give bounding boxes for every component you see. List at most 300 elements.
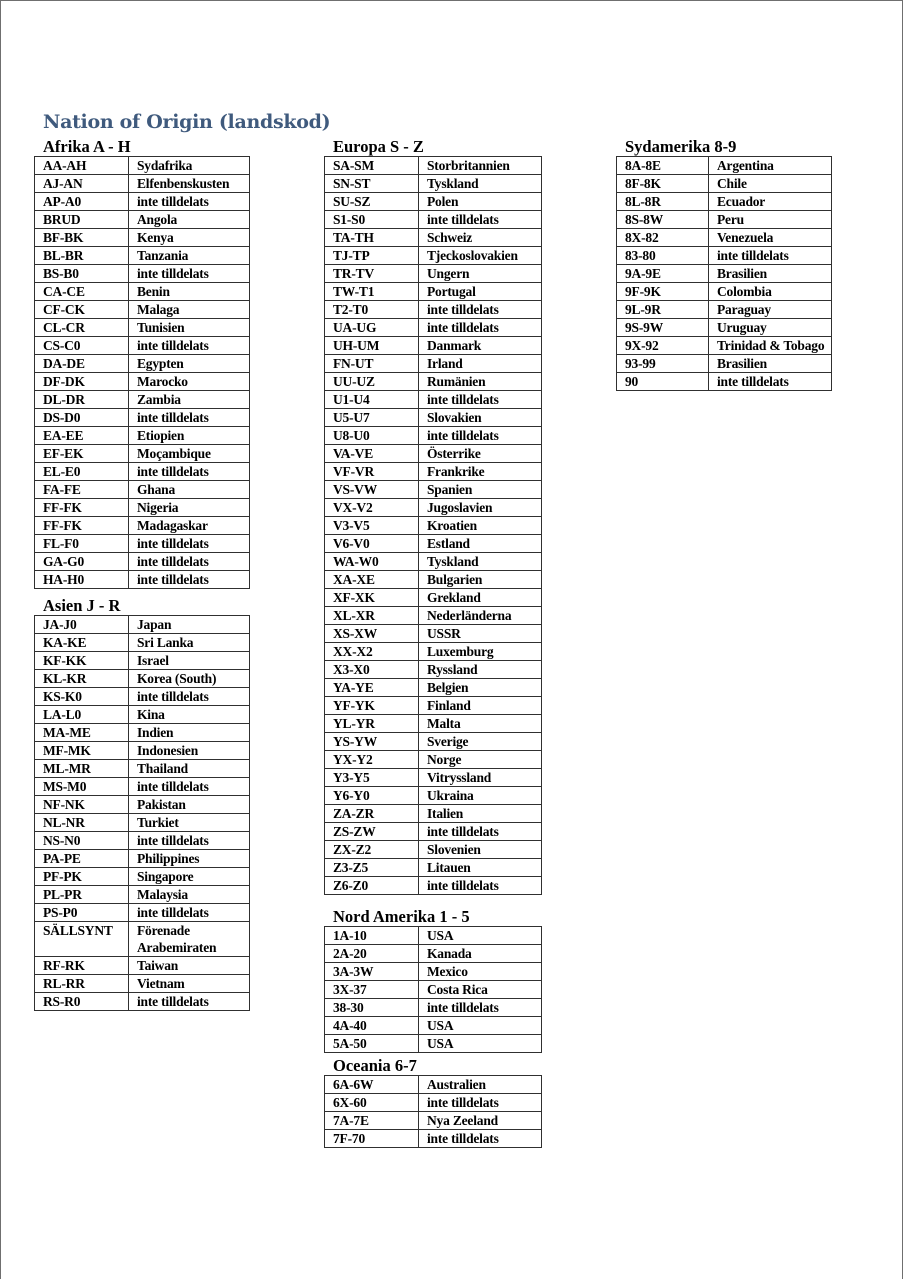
country-cell: Grekland xyxy=(419,589,542,607)
country-cell: inte tilldelats xyxy=(419,1094,542,1112)
code-cell: TW-T1 xyxy=(325,283,419,301)
code-cell: 7F-70 xyxy=(325,1130,419,1148)
country-cell: Kenya xyxy=(129,229,250,247)
country-cell: USA xyxy=(419,927,542,945)
code-table xyxy=(34,615,250,1011)
table-row xyxy=(35,157,250,175)
code-cell: NS-N0 xyxy=(35,832,129,850)
code-cell: 4A-40 xyxy=(325,1017,419,1035)
section-afrika xyxy=(34,137,250,589)
country-cell: Philippines xyxy=(129,850,250,868)
code-cell: 9L-9R xyxy=(617,301,709,319)
table-row xyxy=(325,1130,542,1148)
table-row xyxy=(35,850,250,868)
code-cell: KF-KK xyxy=(35,652,129,670)
country-cell: inte tilldelats xyxy=(419,301,542,319)
table-row xyxy=(325,859,542,877)
table-row xyxy=(325,355,542,373)
code-cell: T2-T0 xyxy=(325,301,419,319)
code-cell: XL-XR xyxy=(325,607,419,625)
country-cell: inte tilldelats xyxy=(419,211,542,229)
code-cell: U5-U7 xyxy=(325,409,419,427)
country-cell: Indonesien xyxy=(129,742,250,760)
code-cell: FF-FK xyxy=(35,517,129,535)
country-cell: inte tilldelats xyxy=(709,373,832,391)
table-row xyxy=(35,355,250,373)
table-row xyxy=(35,175,250,193)
code-cell: RF-RK xyxy=(35,957,129,975)
table-row xyxy=(35,993,250,1011)
country-cell: Bulgarien xyxy=(419,571,542,589)
code-cell: DF-DK xyxy=(35,373,129,391)
table-row xyxy=(617,157,832,175)
table-row xyxy=(325,643,542,661)
code-cell: 6A-6W xyxy=(325,1076,419,1094)
code-cell: DS-D0 xyxy=(35,409,129,427)
code-cell: S1-S0 xyxy=(325,211,419,229)
code-cell: VX-V2 xyxy=(325,499,419,517)
table-row xyxy=(35,706,250,724)
country-cell: Sverige xyxy=(419,733,542,751)
code-cell: PS-P0 xyxy=(35,904,129,922)
country-cell: Storbritannien xyxy=(419,157,542,175)
code-cell: RS-R0 xyxy=(35,993,129,1011)
code-cell: VA-VE xyxy=(325,445,419,463)
country-cell: inte tilldelats xyxy=(419,1130,542,1148)
table-row xyxy=(325,1035,542,1053)
table-row xyxy=(35,742,250,760)
code-cell: PA-PE xyxy=(35,850,129,868)
code-cell: BS-B0 xyxy=(35,265,129,283)
country-cell: inte tilldelats xyxy=(129,193,250,211)
code-cell: NF-NK xyxy=(35,796,129,814)
code-cell: 2A-20 xyxy=(325,945,419,963)
table-row xyxy=(35,688,250,706)
country-cell: Nya Zeeland xyxy=(419,1112,542,1130)
section-heading: Nord Amerika 1 - 5 xyxy=(333,907,470,926)
table-row xyxy=(617,193,832,211)
code-cell: 6X-60 xyxy=(325,1094,419,1112)
code-cell: EF-EK xyxy=(35,445,129,463)
table-row xyxy=(325,823,542,841)
table-row xyxy=(617,211,832,229)
country-cell: Vitryssland xyxy=(419,769,542,787)
table-row xyxy=(325,733,542,751)
table-row xyxy=(325,265,542,283)
country-cell: Jugoslavien xyxy=(419,499,542,517)
code-cell: PL-PR xyxy=(35,886,129,904)
table-row xyxy=(35,193,250,211)
section-heading: Asien J - R xyxy=(43,596,121,615)
code-table-body xyxy=(325,1076,542,1148)
code-cell: NL-NR xyxy=(35,814,129,832)
country-cell: inte tilldelats xyxy=(129,688,250,706)
country-cell: Kroatien xyxy=(419,517,542,535)
table-row xyxy=(325,927,542,945)
country-cell: Brasilien xyxy=(709,265,832,283)
table-row xyxy=(35,337,250,355)
table-row xyxy=(325,589,542,607)
code-cell: BL-BR xyxy=(35,247,129,265)
table-row xyxy=(325,1076,542,1094)
country-cell: Malaga xyxy=(129,301,250,319)
code-cell: DA-DE xyxy=(35,355,129,373)
table-row xyxy=(325,247,542,265)
country-cell: Angola xyxy=(129,211,250,229)
country-cell: Nigeria xyxy=(129,499,250,517)
table-row xyxy=(325,625,542,643)
table-row xyxy=(35,814,250,832)
country-cell: Tanzania xyxy=(129,247,250,265)
code-cell: FN-UT xyxy=(325,355,419,373)
code-cell: VF-VR xyxy=(325,463,419,481)
table-row xyxy=(35,796,250,814)
table-row xyxy=(325,373,542,391)
code-cell: PF-PK xyxy=(35,868,129,886)
table-row xyxy=(617,229,832,247)
table-row xyxy=(35,301,250,319)
code-cell: WA-W0 xyxy=(325,553,419,571)
code-cell: YS-YW xyxy=(325,733,419,751)
country-cell: inte tilldelats xyxy=(709,247,832,265)
code-cell: CL-CR xyxy=(35,319,129,337)
code-cell: TA-TH xyxy=(325,229,419,247)
code-cell: SÄLLSYNT xyxy=(35,922,129,957)
country-cell: inte tilldelats xyxy=(129,265,250,283)
section-oceania xyxy=(324,1056,542,1148)
table-row xyxy=(325,427,542,445)
country-cell: Luxemburg xyxy=(419,643,542,661)
country-cell: Sri Lanka xyxy=(129,634,250,652)
country-cell: Kina xyxy=(129,706,250,724)
section-heading: Afrika A - H xyxy=(43,137,131,156)
table-row xyxy=(325,445,542,463)
table-row xyxy=(35,634,250,652)
code-cell: UH-UM xyxy=(325,337,419,355)
country-cell: Litauen xyxy=(419,859,542,877)
code-table xyxy=(324,156,542,895)
country-cell: Spanien xyxy=(419,481,542,499)
country-cell: Pakistan xyxy=(129,796,250,814)
country-cell: inte tilldelats xyxy=(419,427,542,445)
country-cell: Portugal xyxy=(419,283,542,301)
table-row xyxy=(617,265,832,283)
country-cell: Madagaskar xyxy=(129,517,250,535)
country-cell: inte tilldelats xyxy=(129,778,250,796)
section-heading: Europa S - Z xyxy=(333,137,424,156)
country-cell: Israel xyxy=(129,652,250,670)
code-cell: JA-J0 xyxy=(35,616,129,634)
table-row xyxy=(35,229,250,247)
code-cell: 7A-7E xyxy=(325,1112,419,1130)
code-cell: Z6-Z0 xyxy=(325,877,419,895)
country-cell: Mexico xyxy=(419,963,542,981)
country-cell: Förenade Arabemiraten xyxy=(129,922,250,957)
code-table-body xyxy=(35,616,250,1011)
country-cell: inte tilldelats xyxy=(129,993,250,1011)
code-cell: 8A-8E xyxy=(617,157,709,175)
country-cell: Ghana xyxy=(129,481,250,499)
code-cell: YX-Y2 xyxy=(325,751,419,769)
code-cell: FL-F0 xyxy=(35,535,129,553)
table-row xyxy=(325,697,542,715)
section-asien xyxy=(34,596,250,1011)
table-row xyxy=(325,607,542,625)
country-cell: Uruguay xyxy=(709,319,832,337)
section-sydamerika xyxy=(616,137,832,391)
country-cell: Argentina xyxy=(709,157,832,175)
code-cell: SA-SM xyxy=(325,157,419,175)
code-cell: KS-K0 xyxy=(35,688,129,706)
table-row xyxy=(325,319,542,337)
code-cell: 8S-8W xyxy=(617,211,709,229)
table-row xyxy=(325,211,542,229)
country-cell: Estland xyxy=(419,535,542,553)
code-cell: CF-CK xyxy=(35,301,129,319)
code-cell: SN-ST xyxy=(325,175,419,193)
country-cell: Moçambique xyxy=(129,445,250,463)
code-cell: SU-SZ xyxy=(325,193,419,211)
country-cell: inte tilldelats xyxy=(419,999,542,1017)
table-row xyxy=(35,409,250,427)
country-cell: Venezuela xyxy=(709,229,832,247)
country-cell: Chile xyxy=(709,175,832,193)
code-cell: VS-VW xyxy=(325,481,419,499)
code-cell: GA-G0 xyxy=(35,553,129,571)
table-row xyxy=(35,499,250,517)
country-cell: inte tilldelats xyxy=(129,409,250,427)
table-row xyxy=(325,805,542,823)
code-cell: 9S-9W xyxy=(617,319,709,337)
country-cell: Slovenien xyxy=(419,841,542,859)
country-cell: Slovakien xyxy=(419,409,542,427)
code-cell: ZS-ZW xyxy=(325,823,419,841)
table-row xyxy=(35,724,250,742)
country-cell: Colombia xyxy=(709,283,832,301)
code-cell: FF-FK xyxy=(35,499,129,517)
country-cell: Österrike xyxy=(419,445,542,463)
country-cell: Marocko xyxy=(129,373,250,391)
country-cell: inte tilldelats xyxy=(129,463,250,481)
table-row xyxy=(325,301,542,319)
code-cell: ZX-Z2 xyxy=(325,841,419,859)
table-row xyxy=(325,679,542,697)
country-cell: Nederländerna xyxy=(419,607,542,625)
code-table xyxy=(324,926,542,1053)
table-row xyxy=(35,265,250,283)
table-row xyxy=(35,670,250,688)
code-table-body xyxy=(325,927,542,1053)
table-row xyxy=(35,535,250,553)
code-cell: AJ-AN xyxy=(35,175,129,193)
code-cell: 83-80 xyxy=(617,247,709,265)
country-cell: USA xyxy=(419,1035,542,1053)
country-cell: Italien xyxy=(419,805,542,823)
table-row xyxy=(325,337,542,355)
country-cell: Zambia xyxy=(129,391,250,409)
table-row xyxy=(617,175,832,193)
code-cell: Y3-Y5 xyxy=(325,769,419,787)
country-cell: Japan xyxy=(129,616,250,634)
country-cell: Elfenbenskusten xyxy=(129,175,250,193)
code-cell: X3-X0 xyxy=(325,661,419,679)
table-row xyxy=(35,247,250,265)
code-table-body xyxy=(325,157,542,895)
country-cell: Egypten xyxy=(129,355,250,373)
code-table xyxy=(616,156,832,391)
table-row xyxy=(617,247,832,265)
code-cell: MS-M0 xyxy=(35,778,129,796)
code-cell: 93-99 xyxy=(617,355,709,373)
table-row xyxy=(325,1094,542,1112)
table-row xyxy=(325,877,542,895)
code-cell: MF-MK xyxy=(35,742,129,760)
country-cell: inte tilldelats xyxy=(129,337,250,355)
country-cell: Taiwan xyxy=(129,957,250,975)
country-cell: Peru xyxy=(709,211,832,229)
country-cell: Costa Rica xyxy=(419,981,542,999)
table-row xyxy=(325,787,542,805)
table-row xyxy=(325,553,542,571)
table-row xyxy=(35,886,250,904)
country-cell: Benin xyxy=(129,283,250,301)
code-table xyxy=(324,1075,542,1148)
code-cell: MA-ME xyxy=(35,724,129,742)
table-row xyxy=(35,868,250,886)
code-cell: UA-UG xyxy=(325,319,419,337)
table-row xyxy=(325,841,542,859)
country-cell: Ecuador xyxy=(709,193,832,211)
table-row xyxy=(325,945,542,963)
code-cell: TR-TV xyxy=(325,265,419,283)
table-row xyxy=(35,652,250,670)
table-row xyxy=(325,963,542,981)
country-cell: inte tilldelats xyxy=(419,877,542,895)
code-cell: CA-CE xyxy=(35,283,129,301)
table-row xyxy=(617,355,832,373)
table-row xyxy=(325,481,542,499)
country-cell: inte tilldelats xyxy=(129,904,250,922)
table-row xyxy=(617,301,832,319)
code-cell: UU-UZ xyxy=(325,373,419,391)
code-cell: 9A-9E xyxy=(617,265,709,283)
code-cell: CS-C0 xyxy=(35,337,129,355)
table-row xyxy=(325,175,542,193)
country-cell: Tyskland xyxy=(419,175,542,193)
table-row xyxy=(35,517,250,535)
code-cell: KA-KE xyxy=(35,634,129,652)
country-cell: Korea (South) xyxy=(129,670,250,688)
table-row xyxy=(325,193,542,211)
code-cell: XX-X2 xyxy=(325,643,419,661)
table-row xyxy=(35,373,250,391)
table-row xyxy=(35,445,250,463)
code-cell: 9X-92 xyxy=(617,337,709,355)
code-cell: ML-MR xyxy=(35,760,129,778)
code-cell: 8L-8R xyxy=(617,193,709,211)
table-row xyxy=(617,373,832,391)
table-row xyxy=(35,553,250,571)
code-cell: EL-E0 xyxy=(35,463,129,481)
code-cell: V3-V5 xyxy=(325,517,419,535)
code-cell: 1A-10 xyxy=(325,927,419,945)
table-row xyxy=(325,1112,542,1130)
code-cell: EA-EE xyxy=(35,427,129,445)
code-cell: ZA-ZR xyxy=(325,805,419,823)
table-row xyxy=(35,922,250,957)
country-cell: Tunisien xyxy=(129,319,250,337)
table-row xyxy=(325,157,542,175)
country-cell: inte tilldelats xyxy=(419,391,542,409)
section-heading: Oceania 6-7 xyxy=(333,1056,417,1075)
table-row xyxy=(325,661,542,679)
table-row xyxy=(325,409,542,427)
table-row xyxy=(325,769,542,787)
code-cell: V6-V0 xyxy=(325,535,419,553)
table-row xyxy=(35,571,250,589)
country-cell: Finland xyxy=(419,697,542,715)
country-cell: Etiopien xyxy=(129,427,250,445)
code-cell: BF-BK xyxy=(35,229,129,247)
code-cell: 3X-37 xyxy=(325,981,419,999)
code-cell: 8X-82 xyxy=(617,229,709,247)
country-cell: Tjeckoslovakien xyxy=(419,247,542,265)
code-cell: AA-AH xyxy=(35,157,129,175)
code-cell: YA-YE xyxy=(325,679,419,697)
code-cell: AP-A0 xyxy=(35,193,129,211)
country-cell: Australien xyxy=(419,1076,542,1094)
country-cell: Malaysia xyxy=(129,886,250,904)
code-cell: FA-FE xyxy=(35,481,129,499)
table-row xyxy=(35,427,250,445)
code-cell: TJ-TP xyxy=(325,247,419,265)
country-cell: Brasilien xyxy=(709,355,832,373)
country-cell: Vietnam xyxy=(129,975,250,993)
section-nordamerika xyxy=(324,907,542,1053)
code-cell: Z3-Z5 xyxy=(325,859,419,877)
table-row xyxy=(617,337,832,355)
code-cell: 5A-50 xyxy=(325,1035,419,1053)
code-cell: 38-30 xyxy=(325,999,419,1017)
country-cell: inte tilldelats xyxy=(419,823,542,841)
table-row xyxy=(35,616,250,634)
country-cell: inte tilldelats xyxy=(419,319,542,337)
table-row xyxy=(325,229,542,247)
table-row xyxy=(325,517,542,535)
document-title: Nation of Origin (landskod) xyxy=(43,111,331,133)
table-row xyxy=(35,778,250,796)
country-cell: Indien xyxy=(129,724,250,742)
country-cell: Norge xyxy=(419,751,542,769)
code-cell: HA-H0 xyxy=(35,571,129,589)
table-row xyxy=(325,715,542,733)
code-cell: 90 xyxy=(617,373,709,391)
country-cell: Polen xyxy=(419,193,542,211)
table-row xyxy=(35,975,250,993)
code-cell: 9F-9K xyxy=(617,283,709,301)
country-cell: Ukraina xyxy=(419,787,542,805)
country-cell: USA xyxy=(419,1017,542,1035)
country-cell: inte tilldelats xyxy=(129,571,250,589)
table-row xyxy=(35,832,250,850)
code-cell: 3A-3W xyxy=(325,963,419,981)
country-cell: Singapore xyxy=(129,868,250,886)
country-cell: Turkiet xyxy=(129,814,250,832)
code-cell: BRUD xyxy=(35,211,129,229)
country-cell: Thailand xyxy=(129,760,250,778)
country-cell: Ryssland xyxy=(419,661,542,679)
country-cell: Ungern xyxy=(419,265,542,283)
